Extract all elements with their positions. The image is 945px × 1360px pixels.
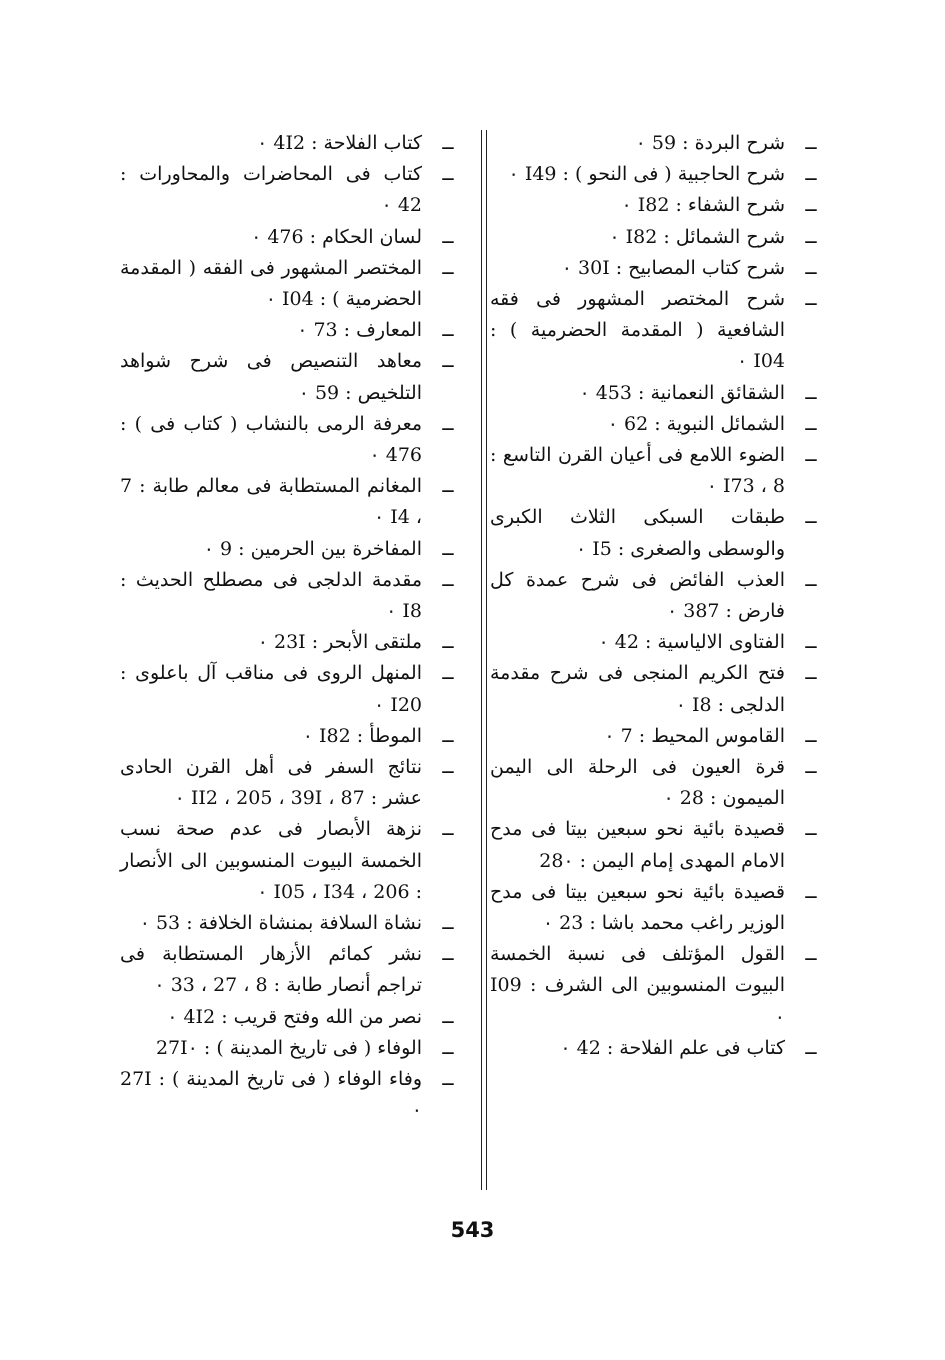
entry-dash: ــ [442, 912, 454, 935]
entry-text: الضوء اللامع فى أعيان القرن التاسع : 8 ، I73 ٠ [490, 444, 785, 498]
entry-dash: ــ [805, 724, 817, 747]
index-entry [490, 814, 825, 876]
entry-text: نشاة السلافة بمنشاة الخلافة : 53 ٠ [139, 912, 422, 935]
index-entry [490, 128, 825, 159]
entry-text: المغانم المستطابة فى معالم طابة : 7 ، I4 ٠ [120, 475, 422, 529]
entry-dash: ــ [805, 163, 817, 186]
index-entry [490, 565, 825, 627]
entry-dash: ــ [805, 132, 817, 154]
entry-text: شرح البردة : 59 ٠ [635, 132, 785, 154]
entry-dash: ــ [442, 412, 454, 435]
column-divider [481, 130, 482, 1190]
index-entry [490, 159, 825, 190]
index-entry [120, 409, 462, 471]
entry-text: شرح الشفاء : I82 ٠ [621, 194, 785, 217]
index-entry [490, 222, 825, 253]
index-entry [120, 346, 462, 408]
entry-text: المنهل الروى فى مناقب آل باعلوى : I20 ٠ [120, 662, 422, 716]
index-column-left [120, 128, 462, 1127]
entry-text: ملتقى الأبحر : 23I ٠ [257, 631, 422, 654]
entry-text: المفاخرة بين الحرمين : 9 ٠ [203, 537, 422, 560]
entry-dash: ــ [805, 225, 817, 248]
index-entry [490, 752, 825, 814]
entry-text: شرح كتاب المصابيح : 30I ٠ [561, 256, 785, 279]
entry-dash: ــ [442, 350, 454, 373]
entry-dash: ــ [442, 631, 454, 654]
entry-text: الوفاء ( فى تاريخ المدينة ) : 27I٠ [155, 1036, 422, 1059]
entry-text: قصيدة بائية نحو سبعين بيتا فى مدح الامام المهدى إمام اليمن : 28٠ [490, 818, 785, 872]
entry-text: الفتاوى الالياسية : 42 ٠ [598, 631, 785, 654]
entry-dash: ــ [805, 1036, 817, 1059]
column-divider [486, 130, 487, 1190]
entry-text: شرح الحاجبية ( فى النحو ) : I49 ٠ [508, 163, 785, 186]
entry-text: قرة العيون فى الرحلة الى اليمن الميمون : 28 ٠ [490, 756, 785, 810]
entry-text: الموطأ : I82 ٠ [302, 724, 422, 747]
index-entry [490, 502, 825, 564]
index-entry [490, 627, 825, 658]
entry-dash: ــ [442, 662, 454, 685]
entry-dash: ــ [805, 412, 817, 435]
entry-dash: ــ [805, 662, 817, 685]
entry-dash: ــ [805, 444, 817, 467]
entry-dash: ــ [805, 943, 817, 966]
entry-text: نشر كمائم الأزهار المستطابة فى تراجم أنصار طابة : 8 ، 27 ، 33 ٠ [120, 943, 422, 997]
entry-text: الشمائل النبوية : 62 ٠ [607, 412, 785, 435]
entry-dash: ــ [442, 943, 454, 966]
index-entry [120, 627, 462, 658]
entry-dash: ــ [805, 288, 817, 311]
entry-text: معاهد التنصيص فى شرح شواهد التلخيص : 59 ٠ [120, 350, 422, 404]
index-entry [120, 939, 462, 1001]
entry-text: كتاب فى علم الفلاحة : 42 ٠ [560, 1036, 785, 1059]
index-entry [490, 721, 825, 752]
entry-dash: ــ [442, 818, 454, 841]
index-entry [120, 1033, 462, 1064]
entry-dash: ــ [805, 194, 817, 217]
index-entry [490, 440, 825, 502]
index-entry [490, 877, 825, 939]
entry-dash: ــ [442, 475, 454, 498]
entry-dash: ــ [805, 381, 817, 404]
entry-text: كتاب الفلاحة : 4I2 ٠ [257, 132, 422, 154]
entry-text: الشقائق النعمانية : 453 ٠ [579, 381, 785, 404]
entry-dash: ــ [442, 1068, 454, 1091]
index-column-right [490, 128, 825, 1064]
index-entry [490, 939, 825, 1033]
index-entry [120, 253, 462, 315]
index-entry [490, 1033, 825, 1064]
entry-text: فتح الكريم المنجى فى شرح مقدمة الدلجى : I8 ٠ [490, 662, 785, 716]
entry-dash: ــ [442, 1005, 454, 1028]
entry-text: القاموس المحيط : 7 ٠ [604, 724, 785, 747]
entry-dash: ــ [442, 756, 454, 779]
entry-dash: ــ [442, 319, 454, 342]
entry-dash: ــ [805, 256, 817, 279]
page-number: 543 [450, 1218, 495, 1242]
entry-dash: ــ [805, 568, 817, 591]
index-entry [490, 284, 825, 378]
entry-dash: ــ [805, 631, 817, 654]
entry-dash: ــ [442, 256, 454, 279]
index-entry [120, 565, 462, 627]
index-entry [120, 315, 462, 346]
index-entry [490, 253, 825, 284]
index-entry [120, 908, 462, 939]
index-entry [120, 721, 462, 752]
entry-dash: ــ [442, 537, 454, 560]
entry-text: المختصر المشهور فى الفقه ( المقدمة الحضرمية ) : I04 ٠ [120, 256, 422, 311]
entry-text: نزهة الأبصار فى عدم صحة نسب الخمسة البيوت المنسوبين الى الأنصار : I05 ، I34 ، 206 ٠ [120, 818, 422, 903]
entry-text: وفاء الوفاء ( فى تاريخ المدينة ) : 27I ٠ [120, 1068, 422, 1122]
entry-dash: ــ [805, 818, 817, 841]
entry-dash: ــ [442, 568, 454, 591]
entry-dash: ــ [442, 724, 454, 747]
entry-text: شرح المختصر المشهور فى فقه الشافعية ( المقدمة الحضرمية ) : I04 ٠ [490, 288, 785, 373]
entry-text: كتاب فى المحاضرات والمحاورات : 42 ٠ [120, 163, 422, 217]
entry-dash: ــ [805, 506, 817, 529]
index-entry [120, 128, 462, 159]
entry-dash: ــ [442, 1036, 454, 1059]
entry-text: العذب الفائض فى شرح عمدة كل فارض : 387 ٠ [490, 568, 785, 623]
entry-dash: ــ [442, 132, 454, 154]
entry-text: قصيدة بائية نحو سبعين بيتا فى مدح الوزير راغب محمد باشا : 23 ٠ [490, 880, 785, 935]
index-entry [120, 1064, 462, 1126]
index-entry [120, 752, 462, 814]
entry-dash: ــ [805, 756, 817, 779]
entry-text: معرفة الرمى بالنشاب ( كتاب فى ) : 476 ٠ [120, 412, 422, 467]
entry-text: نصر من الله وفتح قريب : 4I2 ٠ [167, 1005, 422, 1028]
entry-dash: ــ [805, 880, 817, 903]
index-entry [120, 471, 462, 533]
entry-text: مقدمة الدلجى فى مصطلح الحديث : I8 ٠ [120, 568, 422, 623]
index-entry [490, 658, 825, 720]
index-entry [120, 1002, 462, 1033]
entry-text: المعارف : 73 ٠ [297, 319, 422, 342]
entry-dash: ــ [442, 225, 454, 248]
entry-text: لسان الحكام : 476 ٠ [251, 225, 422, 248]
index-entry [490, 190, 825, 221]
entry-text: طبقات السبكى الثلاث الكبرى والوسطى والصغرى : I5 ٠ [490, 506, 785, 560]
entry-text: القول المؤتلف فى نسبة الخمسة البيوت المنسوبين الى الشرف : I09 ٠ [490, 943, 785, 1028]
entry-text: شرح الشمائل : I82 ٠ [609, 225, 785, 248]
index-entry [490, 378, 825, 409]
index-entry [120, 814, 462, 908]
entry-dash: ــ [442, 163, 454, 186]
index-entry [120, 658, 462, 720]
index-entry [490, 409, 825, 440]
entry-text: نتائج السفر فى أهل القرن الحادى عشر : 87 ، II2 ، 205 ، 39I ٠ [120, 756, 422, 810]
index-entry [120, 222, 462, 253]
index-entry [120, 159, 462, 221]
index-entry [120, 534, 462, 565]
